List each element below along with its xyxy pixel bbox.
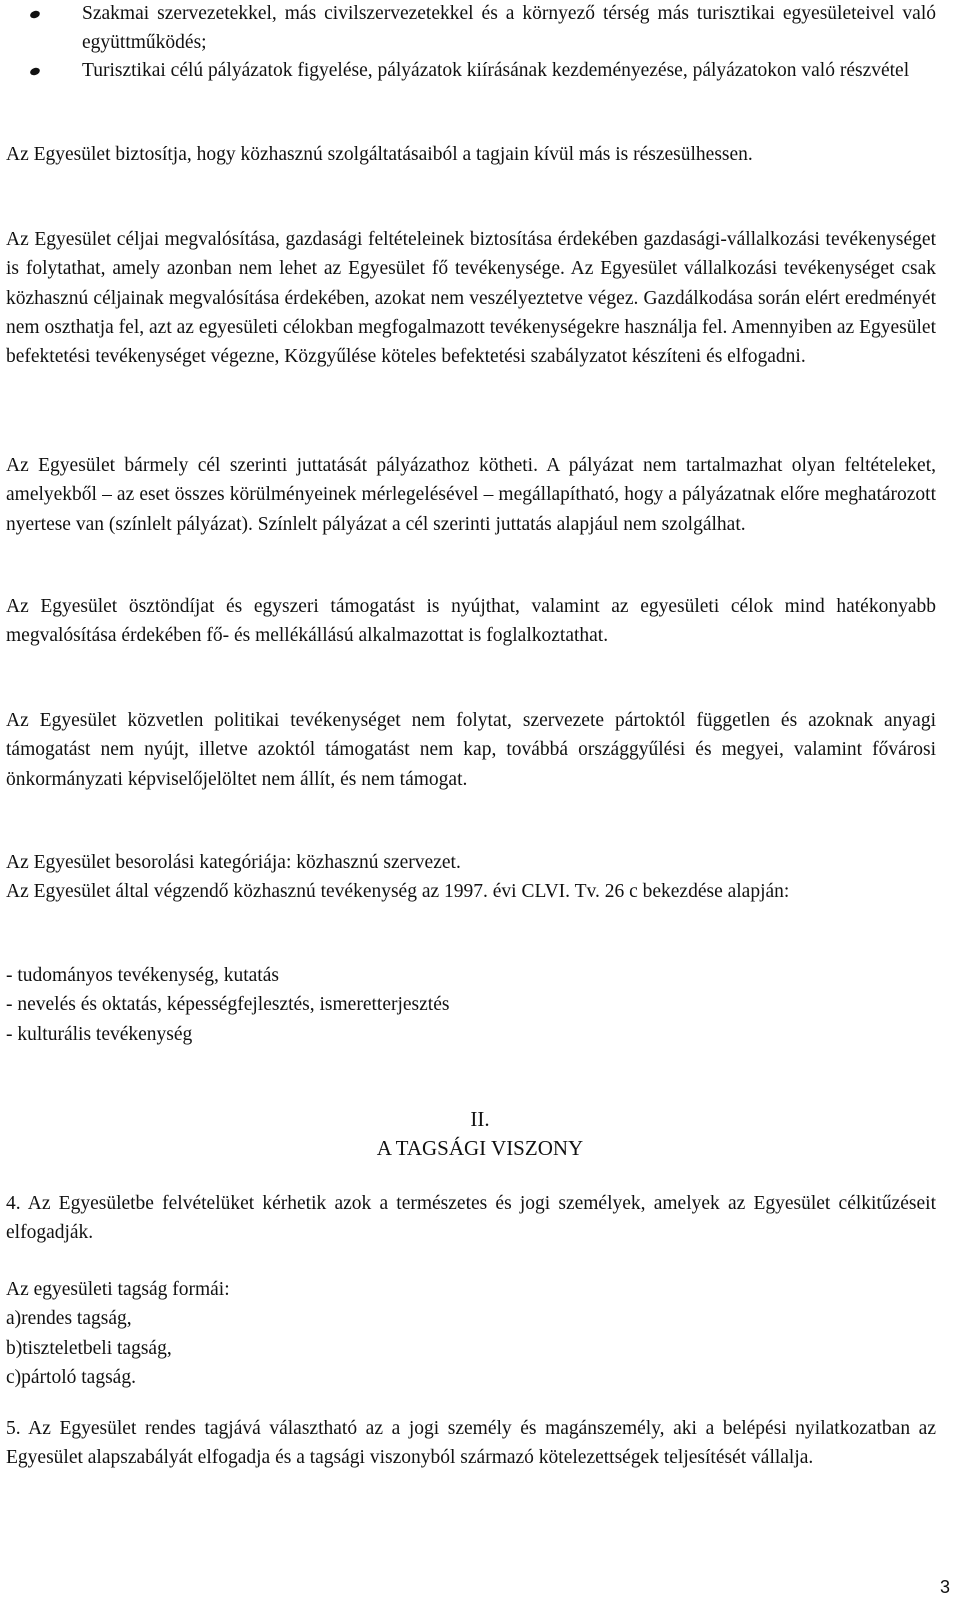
page-number: 3 [939,1577,950,1597]
bullet-list [30,0,936,86]
membership-form-item: a)rendes tagság, [6,1308,132,1330]
bullet-item [30,57,936,86]
activity-list [6,961,936,1049]
activity-item: - tudományos tevékenység, kutatás [6,965,279,986]
membership-form-item: b)tiszteletbeli tagság, [6,1337,172,1359]
paragraph-public-benefit: Az Egyesület biztosítja, hogy közhasznú szolgáltatásaiból a tagjain kívül más is részesülhessen. [6,144,753,165]
bullet-text: Szakmai szervezetekkel, más civilszervezetekkel és a környező térség más turisztikai egyesületeivel való együttműködés; [82,3,936,53]
paragraph-scholarship: Az Egyesület ösztöndíjat és egyszeri támogatást is nyújthat, valamint az egyesületi célok mind hatékonyabb megvalósítása érdekében fő- és mellékállású alkalmazottat is foglalkoztathat. [6,596,936,647]
bullet-icon [29,67,41,77]
section-number: II. [470,1107,490,1131]
classification-line: Az Egyesület besorolási kategóriája: közhasznú szervezet. [6,852,461,873]
bullet-text: Turisztikai célú pályázatok figyelése, pályázatok kiírásának kezdeményezése, pályázatokon való részvétel [82,60,910,81]
paragraph-classification [6,848,936,907]
bullet-icon [29,10,41,20]
activity-item: - kulturális tevékenység [6,1023,193,1045]
activity-basis-line: Az Egyesület által végzendő közhasznú tevékenység az 1997. évi CLVI. Tv. 26 c bekezdése alapján: [6,881,790,903]
paragraph-economic-activity: Az Egyesület céljai megvalósítása, gazdasági feltételeinek biztosítása érdekében gazdasági-vállalkozási tevékenységet is folytathat, amely azonban nem lehet az Egyesület fő tevékenysége. Az Egyesület vállalkozási tevékenységet csak közhasznú céljainak megvalósítása érdekében, azokat nem veszélyeztetve végez. Gazdálkodása során elért eredményét nem oszthatja fel, azt az egyesületi célokban megfogalmazott tevékenységekre használja fel. Amennyiben az Egyesület befektetési tevékenységet végezne, Közgyűlése köteles befektetési szabályzatot készíteni és elfogadni. [6,229,936,368]
paragraph-membership-admission: 4. Az Egyesületbe felvételüket kérhetik azok a természetes és jogi személyek, amelyek az Egyesület célkitűzéseit elfogadják. [6,1193,936,1244]
section-title: A TAGSÁGI VISZONY [376,1136,584,1160]
paragraph-regular-member: 5. Az Egyesület rendes tagjává választható az a jogi személy és magánszemély, aki a belépési nyilatkozatban az Egyesület alapszabályát elfogadja és a tagsági viszonyból származó kötelezettségek teljesítését vállalja. [6,1418,936,1469]
membership-forms-title: Az egyesületi tagság formái: [6,1279,230,1300]
paragraph-political-activity: Az Egyesület közvetlen politikai tevékenységet nem folytat, szervezete pártoktól független és azoknak anyagi támogatást nem nyújt, illetve azoktól támogatást nem kap, továbbá országgyűlési és megyei, valamint fővárosi önkormányzati képviselőjelöltet nem állít, és nem támogat. [6,710,936,790]
membership-form-item: c)pártoló tagság. [6,1366,136,1388]
bullet-item [30,0,936,57]
paragraph-grant-conditions: Az Egyesület bármely cél szerinti juttatását pályázathoz kötheti. A pályázat nem tartalmazhat olyan feltételeket, amelyekből – az eset összes körülményeinek mérlegelésével – megállapítható, hogy a pályázatnak előre meghatározott nyertese van (színlelt pályázat). Színlelt pályázat a cél szerinti juttatás alapjául nem szolgálhat. [6,455,936,535]
membership-forms [6,1275,936,1392]
activity-item: - nevelés és oktatás, képességfejlesztés, ismeretterjesztés [6,994,450,1016]
